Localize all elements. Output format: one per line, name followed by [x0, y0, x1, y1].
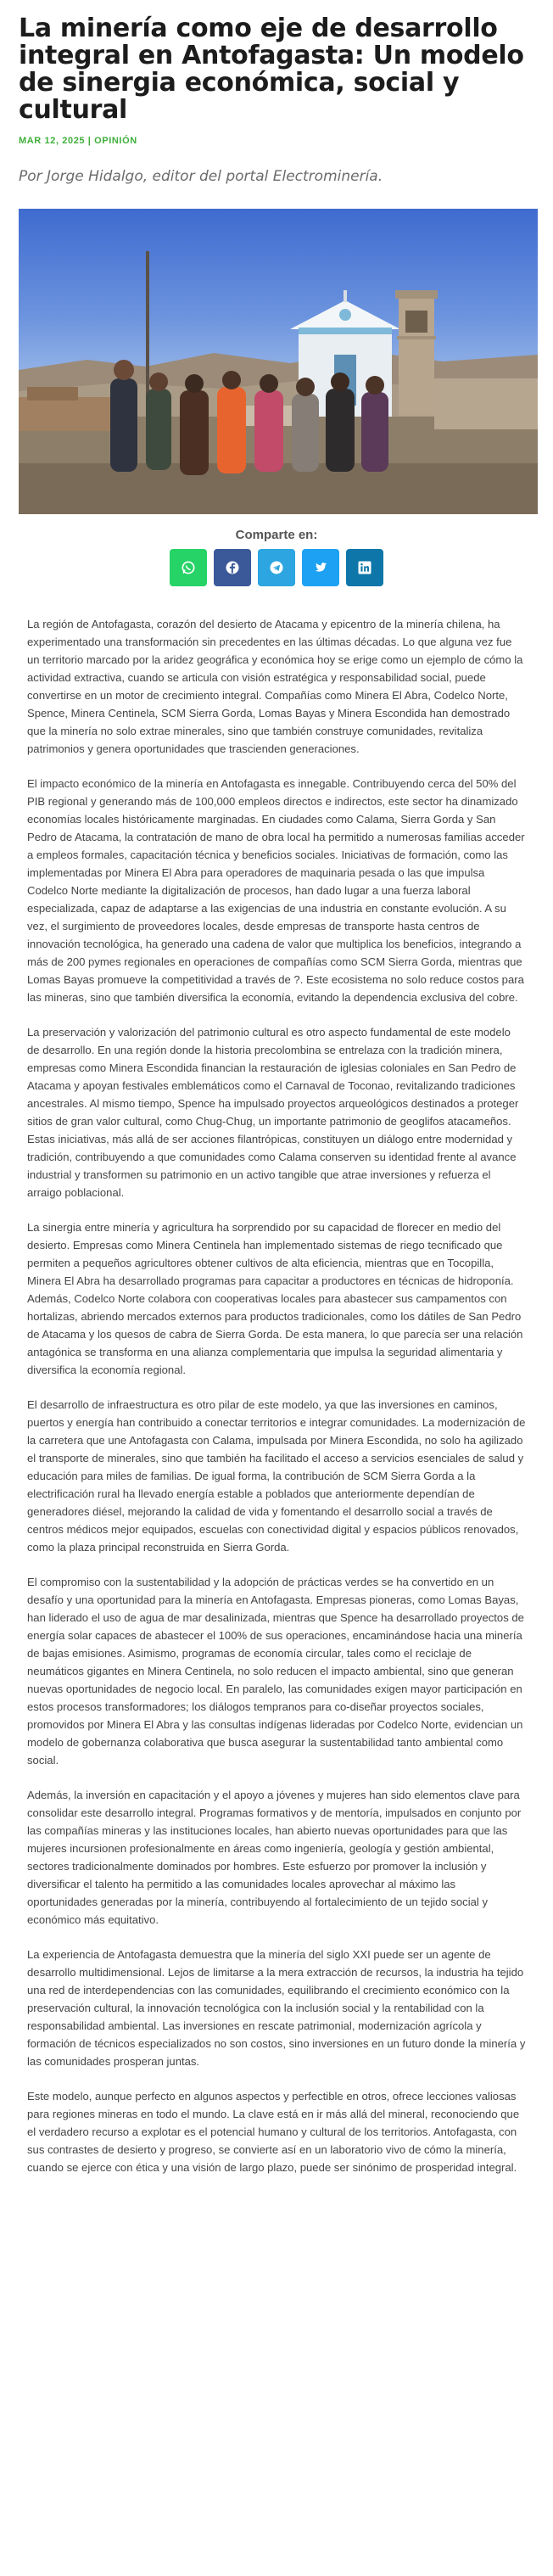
facebook-icon	[224, 559, 241, 576]
share-whatsapp-button[interactable]	[170, 549, 207, 586]
share-buttons	[19, 549, 534, 586]
linkedin-icon	[356, 559, 373, 576]
paragraph: La experiencia de Antofagasta demuestra que la minería del siglo XXI puede ser un agente de desarrollo multidimensional. Lejos de limitarse a la mera extracción de recursos, la industria ha tejido una red de interdependencias con las comunidades, equilibrando el crecimiento económico con la preservación cultural, la innovación tecnológica con la inclusión social y la rentabilidad con la responsabilidad ambiental. Las inversiones en rescate patrimonial, modernización agrícola y formación de técnicos especializados no son costos, sino inversiones en un futuro donde la minería y las comunidades prosperan juntas.	[27, 1948, 526, 2068]
share-twitter-button[interactable]	[302, 549, 339, 586]
article-body	[19, 615, 534, 2176]
paragraph: Además, la inversión en capacitación y el apoyo a jóvenes y mujeres han sido elementos clave para consolidar este desarrollo integral. Programas formativos y de mentoría, impulsados en conjunto por las compañías mineras y las instituciones locales, han abierto nuevas oportunidades para que las mujeres incursionen profesionalmente en áreas como ingeniería, geología y gestión ambiental, sectores tradicionalmente dominados por hombres. Este esfuerzo por promover la inclusión y diversificar el talento ha permitido a las comunidades locales aprovechar al máximo las oportunidades generadas por la minería, contribuyendo al fortalecimiento de un tejido social y económico más equitativo.	[27, 1789, 522, 1926]
paragraph: La sinergia entre minería y agricultura ha sorprendido por su capacidad de florecer en medio del desierto. Empresas como Minera Centinela han implementado sistemas de riego tecnificado que permiten a pequeños agricultores obtener cultivos de alta eficiencia, mientras que en Tocopilla, Minera El Abra ha desarrollado programas para capacitar a productores en técnicas de hidroponía. Además, Codelco Norte colabora con cooperativas locales para abastecer sus campamentos con hortalizas, abriendo mercados externos para productos tradicionales, como los dátiles de San Pedro de Atacama y los quesos de cabra de Sierra Gorda. De esta manera, lo que parecía ser una relación antagónica se transforma en una alianza complementaria que impulsa la seguridad alimentaria y diversifica la economía regional.	[27, 1221, 523, 1376]
featured-image	[19, 209, 538, 514]
paragraph: Este modelo, aunque perfecto en algunos aspectos y perfectible en otros, ofrece lecciones valiosas para regiones mineras en todo el mundo. La clave está en ir más allá del mineral, reconociendo que el verdadero recurso a explotar es el potencial humano y cultural de los territorios. Antofagasta, con sus contrastes de desierto y progreso, se convierte así en un laboratorio vivo de cómo la minería, cuando se ejerce con ética y una visión de largo plazo, puede ser sinónimo de prosperidad integral.	[27, 2090, 520, 2174]
article-byline: Por Jorge Hidalgo, editor del portal Electrominería.	[19, 168, 383, 185]
paragraph: La preservación y valorización del patrimonio cultural es otro aspecto fundamental de este modelo de desarrollo. En una región donde la historia precolombina se entrelaza con la tradición minera, empresas como Minera Escondida financian la restauración de iglesias coloniales en San Pedro de Atacama y apoyan festivales emblemáticos como el Carnaval de Toconao, revitalizando tradiciones ancestrales. Al mismo tiempo, Spence ha impulsado proyectos arqueológicos destinados a proteger sitios de gran valor cultural, como Chug-Chug, un importante patrimonio de geoglifos atacameños. Estas iniciativas, más allá de ser acciones filantrópicas, constituyen un diálogo entre modernidad y tradición, contribuyendo a que comunidades como Calama conserven su identidad frente al avance industrial y transformen su patrimonio en un activo tangible que atrae inversiones y refuerza el arraigo poblacional.	[27, 1026, 519, 1199]
paragraph: La región de Antofagasta, corazón del desierto de Atacama y epicentro de la minería chilena, ha experimentado una transformación sin precedentes en las últimas décadas. Lo que alguna vez fue un territorio marcado por la aridez geográfica y económica hoy se erige como un ejemplo de cómo la actividad extractiva, cuando se articula con visión estratégica y responsabilidad social, puede convertirse en un motor de crecimiento integral. Compañías como Minera El Abra, Codelco Norte, Spence, Minera Centinela, SCM Sierra Gorda, Lomas Bayas y Minera Escondida han demostrado que la minería no solo extrae minerales, sino que también construye comunidades, revitaliza patrimonios y genera oportunidades que trascienden generaciones.	[27, 618, 523, 755]
telegram-icon	[268, 559, 285, 576]
paragraph: El compromiso con la sustentabilidad y la adopción de prácticas verdes se ha convertido en un desafío y una oportunidad para la minería en Antofagasta. Empresas pioneras, como Lomas Bayas, han liderado el uso de agua de mar desalinizada, mientras que Spence ha desarrollado proyectos de energía solar capaces de abastecer el 100% de sus operaciones, encaminándose hacia una minería de bajas emisiones. Asimismo, programas de economía circular, tales como el reciclaje de neumáticos gigantes en Minera Centinela, no solo reducen el impacto ambiental, sino que generan nuevas oportunidades de negocio local. En paralelo, las comunidades exigen mayor participación en estos procesos transformadores; los diálogos tempranos para co-diseñar proyectos sociales, promovidos por Minera El Abra y las consultas indígenas lideradas por Codelco Norte, evidencian un modelo de gobernanza colaborativa que busca asegurar la sustentabilidad tanto ambiental como social.	[27, 1576, 524, 1767]
share-facebook-button[interactable]	[214, 549, 251, 586]
whatsapp-icon	[180, 559, 197, 576]
share-label: Comparte en:	[235, 528, 318, 542]
article-meta	[19, 136, 534, 146]
share-linkedin-button[interactable]	[346, 549, 383, 586]
share-telegram-button[interactable]	[258, 549, 295, 586]
paragraph: El desarrollo de infraestructura es otro pilar de este modelo, ya que las inversiones en caminos, puertos y energía han contribuido a conectar territorios e integrar comunidades. La modernización de la carretera que une Antofagasta con Calama, impulsada por Minera Escondida, no solo ha agilizado el transporte de minerales, sino que también ha facilitado el acceso a servicios esenciales de salud y educación para miles de familias. De igual forma, la contribución de SCM Sierra Gorda a la electrificación rural ha llevado energía estable a poblados que anteriormente dependían de generadores diésel, mejorando la calidad de vida y fomentando el desarrollo social a través de centros médicos mejor equipados, escuelas con conectividad digital y espacios públicos renovados, como la plaza principal reconstruida en Sierra Gorda.	[27, 1398, 526, 1554]
article-title: La minería como eje de desarrollo integral en Antofagasta: Un modelo de sinergia económica, social y cultural	[19, 14, 524, 125]
article-category[interactable]: OPINIÓN	[94, 136, 137, 146]
meta-separator: |	[87, 136, 92, 146]
paragraph: El impacto económico de la minería en Antofagasta es innegable. Contribuyendo cerca del 50% del PIB regional y generando más de 100,000 empleos directos e indirectos, este sector ha dinamizado economías locales históricamente marginadas. En ciudades como Calama, Sierra Gorda y San Pedro de Atacama, la contratación de mano de obra local ha permitido a numerosas familias acceder a empleos formales, capacitación técnica y beneficios sociales. Iniciativas de formación, como las implementadas por Minera El Abra para operadores de maquinaria pesada o las que impulsa Codelco Norte mediante la digitalización de procesos, han dado lugar a una fuerza laboral especializada, capaz de adaptarse a las exigencias de una industria en constante evolución. A su vez, el surgimiento de proveedores locales, desde empresas de transporte hasta centros de innovación tecnológica, ha generado una cadena de valor que multiplica los beneficios, integrando a más de 200 pymes regionales en operaciones de compañías como SCM Sierra Gorda, mientras que Lomas Bayas promueve la competitividad a través de ?. Este ecosistema no solo reduce costos para las mineras, sino que también diversifica la economía, evitando la dependencia exclusiva del cobre.	[27, 777, 525, 1004]
featured-image-illustration	[19, 209, 538, 514]
share-section	[19, 528, 534, 586]
article-date: MAR 12, 2025	[19, 136, 86, 146]
twitter-icon	[312, 559, 329, 576]
